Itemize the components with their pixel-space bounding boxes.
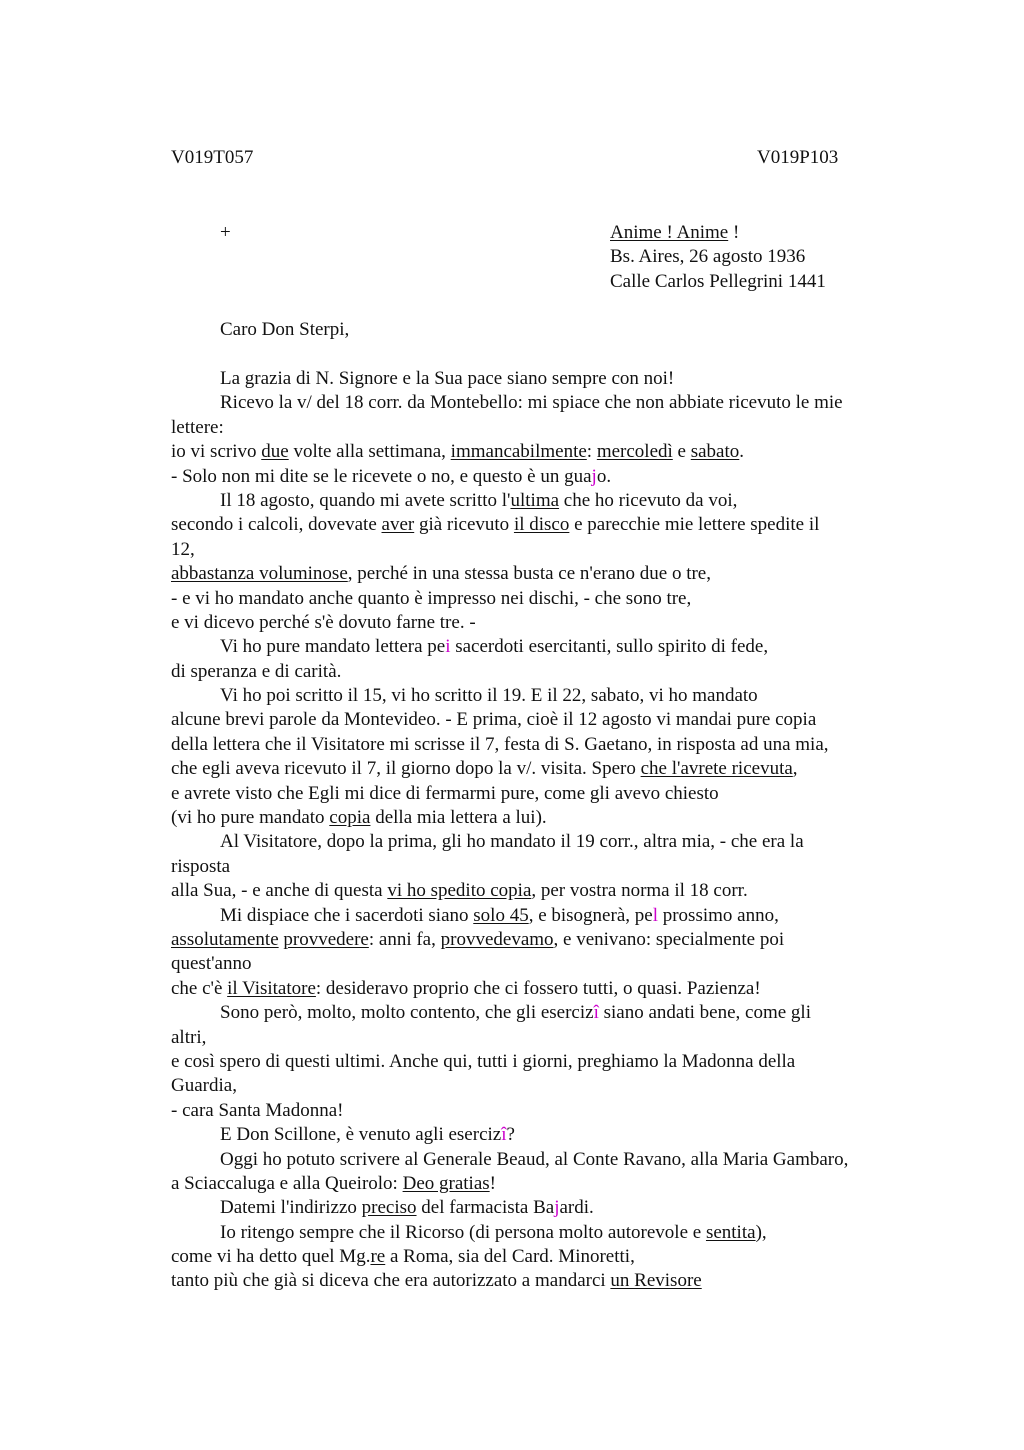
line-text: o. — [596, 465, 612, 487]
cross-symbol: + — [220, 222, 231, 243]
line-text: ? — [506, 1124, 515, 1146]
line-text: prossimo anno, — [657, 904, 779, 926]
line-text: : anni fa, — [368, 928, 441, 950]
line-text: a Roma, sia del Card. Minoretti, — [385, 1246, 635, 1268]
letter-line — [171, 587, 911, 611]
line-text: , e venivano: specialmente poi — [553, 928, 785, 950]
letter-line — [171, 1172, 911, 1196]
underlined-text: due — [261, 441, 289, 463]
line-text: e parecchie mie lettere spedite il — [569, 514, 820, 536]
letter-line — [171, 489, 911, 513]
letter-line — [171, 1221, 911, 1245]
letter-line — [171, 904, 911, 928]
letter-line — [171, 611, 911, 635]
letter-line — [171, 538, 911, 562]
underlined-text: il Visitatore — [227, 977, 316, 999]
underlined-text: Deo gratias — [402, 1172, 490, 1194]
line-text: Il 18 agosto, quando mi avete scritto l' — [220, 489, 511, 511]
motto-suffix: ! — [728, 222, 740, 243]
line-text: io vi scrivo — [171, 441, 262, 463]
line-text: altri, — [171, 1026, 207, 1048]
underlined-text: assolutamente — [171, 928, 279, 950]
line-text: secondo i calcoli, dovevate — [171, 514, 382, 536]
letter-line — [171, 1196, 911, 1220]
line-text: che egli aveva ricevuto il 7, il giorno dopo la v/. visita. Spero — [171, 758, 641, 780]
line-text: e — [672, 441, 691, 463]
line-text: del farmacista Ba — [416, 1197, 555, 1219]
line-text: siano andati bene, come gli — [598, 1002, 811, 1024]
underlined-text: il disco — [513, 514, 570, 536]
underlined-text: solo 45 — [473, 904, 529, 926]
line-text: : desideravo proprio che ci fossero tutti, o quasi. Pazienza! — [315, 977, 761, 999]
letter-line — [171, 391, 911, 415]
underlined-text: copia — [329, 807, 371, 829]
line-text: come vi ha detto quel Mg. — [171, 1246, 371, 1268]
line-text: ardi. — [559, 1197, 594, 1219]
underlined-text: aver — [381, 514, 415, 536]
line-text: , e bisognerà, pe — [528, 904, 653, 926]
letter-line — [171, 1074, 911, 1098]
line-text: Vi ho poi scritto il 15, vi ho scritto il 19. E il 22, sabato, vi ho mandato — [220, 685, 758, 707]
letter-line — [171, 684, 911, 708]
line-text: volte alla settimana, — [288, 441, 451, 463]
letter-line — [171, 733, 911, 757]
underlined-text: mercoledì — [596, 441, 673, 463]
letter-body — [171, 367, 911, 1294]
line-text: che c'è — [171, 977, 228, 999]
line-text: di speranza e di carità. — [171, 660, 342, 682]
letter-line — [171, 830, 911, 854]
line-text: della mia lettera a lui). — [370, 807, 547, 829]
line-text: , perché in una stessa busta ce n'erano due o tre, — [347, 563, 711, 585]
line-text: - Solo non mi dite se le ricevete o no, e questo è un gua — [171, 465, 592, 487]
line-text: Guardia, — [171, 1075, 237, 1097]
underlined-text: sentita — [705, 1221, 756, 1243]
letter-line — [171, 1050, 911, 1074]
letter-line — [171, 1123, 911, 1147]
document-ref-left: V019T057 — [171, 147, 254, 168]
underlined-text: provvedere — [283, 928, 369, 950]
motto-line — [610, 221, 826, 245]
line-text: lettere: — [171, 416, 224, 438]
line-text: che ho ricevuto da voi, — [559, 489, 738, 511]
greeting: Caro Don Sterpi, — [220, 319, 350, 340]
letter-line — [171, 1269, 911, 1293]
letter-line — [171, 465, 911, 489]
letter-line — [171, 1026, 911, 1050]
line-text: Ricevo la v/ del 18 corr. da Montebello: mi spiace che non abbiate ricevuto le mie — [220, 392, 843, 414]
underlined-text: un Revisore — [610, 1270, 702, 1292]
line-text: e così spero di questi ultimi. Anche qui, tutti i giorni, preghiamo la Madonna della — [171, 1050, 796, 1072]
document-ref-right: V019P103 — [757, 147, 839, 168]
letter-line — [171, 879, 911, 903]
line-text: E Don Scillone, è venuto agli eserciz — [220, 1124, 502, 1146]
underlined-text: immancabilmente — [450, 441, 587, 463]
place-date: Bs. Aires, 26 agosto 1936 — [610, 246, 806, 268]
letter-line — [171, 782, 911, 806]
underlined-text: re — [370, 1246, 386, 1268]
letter-line — [171, 1245, 911, 1269]
line-text: : — [586, 441, 597, 463]
line-text: risposta — [171, 855, 231, 877]
underlined-text: vi ho spedito copia — [387, 880, 532, 902]
underlined-text: provvedevamo — [440, 928, 554, 950]
line-text: ! — [489, 1172, 496, 1194]
letter-line — [171, 855, 911, 879]
letter-line — [171, 1148, 911, 1172]
line-text: ), — [755, 1221, 767, 1243]
highlighted-char: l — [652, 904, 658, 926]
letter-line — [171, 928, 911, 952]
letter-heading — [610, 221, 826, 294]
line-text: Datemi l'indirizzo — [220, 1197, 362, 1219]
underlined-text: ultima — [510, 489, 560, 511]
letter-line — [171, 513, 911, 537]
line-text: alcune brevi parole da Montevideo. - E prima, cioè il 12 agosto vi mandai pure copia — [171, 709, 817, 731]
highlighted-char: î — [501, 1124, 507, 1146]
letter-line — [171, 1001, 911, 1025]
letter-line — [171, 367, 911, 391]
line-text: 12, — [171, 538, 195, 560]
letter-line — [171, 708, 911, 732]
line-text: Al Visitatore, dopo la prima, gli ho mandato il 19 corr., altra mia, - che era la — [220, 831, 804, 853]
line-text: Vi ho pure mandato lettera pe — [220, 636, 446, 658]
line-text: - cara Santa Madonna! — [171, 1099, 344, 1121]
line-text: - e vi ho mandato anche quanto è impresso nei dischi, - che sono tre, — [171, 587, 692, 609]
line-text: tanto più che già si diceva che era autorizzato a mandarci — [171, 1270, 611, 1292]
line-text: Oggi ho potuto scrivere al Generale Beaud, al Conte Ravano, alla Maria Gambaro, — [220, 1148, 849, 1170]
letter-line — [171, 440, 911, 464]
letter-line — [171, 562, 911, 586]
line-text: a Sciaccaluga e alla Queirolo: — [171, 1172, 403, 1194]
letter-line — [171, 660, 911, 684]
letter-line — [171, 952, 911, 976]
line-text: e vi dicevo perché s'è dovuto farne tre. - — [171, 611, 476, 633]
letter-line — [171, 416, 911, 440]
line-text: La grazia di N. Signore e la Sua pace siano sempre con noi! — [220, 368, 675, 389]
letter-line — [171, 977, 911, 1001]
letter-line — [171, 1099, 911, 1123]
line-text: sacerdoti esercitanti, sullo spirito di fede, — [450, 636, 769, 658]
highlighted-char: î — [593, 1002, 599, 1024]
highlighted-char: j — [554, 1197, 560, 1219]
line-text: alla Sua, - e anche di questa — [171, 880, 388, 902]
line-text: già ricevuto — [414, 514, 514, 536]
underlined-text: che l'avrete ricevuta — [640, 758, 793, 780]
line-text: Sono però, molto, molto contento, che gli eserciz — [220, 1002, 594, 1024]
letter-line — [171, 757, 911, 781]
highlighted-char: i — [445, 636, 451, 658]
motto-underlined: Anime ! Anime — [610, 222, 729, 243]
line-text: , per vostra norma il 18 corr. — [531, 880, 748, 902]
line-text: , — [792, 758, 798, 780]
line-text: della lettera che il Visitatore mi scrisse il 7, festa di S. Gaetano, in risposta ad una mia, — [171, 733, 829, 755]
highlighted-char: j — [591, 465, 597, 487]
underlined-text: sabato — [690, 441, 740, 463]
underlined-text: abbastanza voluminose — [171, 563, 348, 585]
letter-line — [171, 806, 911, 830]
line-text: (vi ho pure mandato — [171, 807, 330, 829]
line-text: . — [739, 441, 745, 463]
underlined-text: preciso — [361, 1197, 417, 1219]
line-text: Mi dispiace che i sacerdoti siano — [220, 904, 474, 926]
line-text: e avrete visto che Egli mi dice di fermarmi pure, come gli avevo chiesto — [171, 782, 719, 804]
letter-line — [171, 635, 911, 659]
line-text: Io ritengo sempre che il Ricorso (di persona molto autorevole e — [220, 1221, 706, 1243]
address-line: Calle Carlos Pellegrini 1441 — [610, 270, 826, 292]
line-text: quest'anno — [171, 953, 252, 975]
